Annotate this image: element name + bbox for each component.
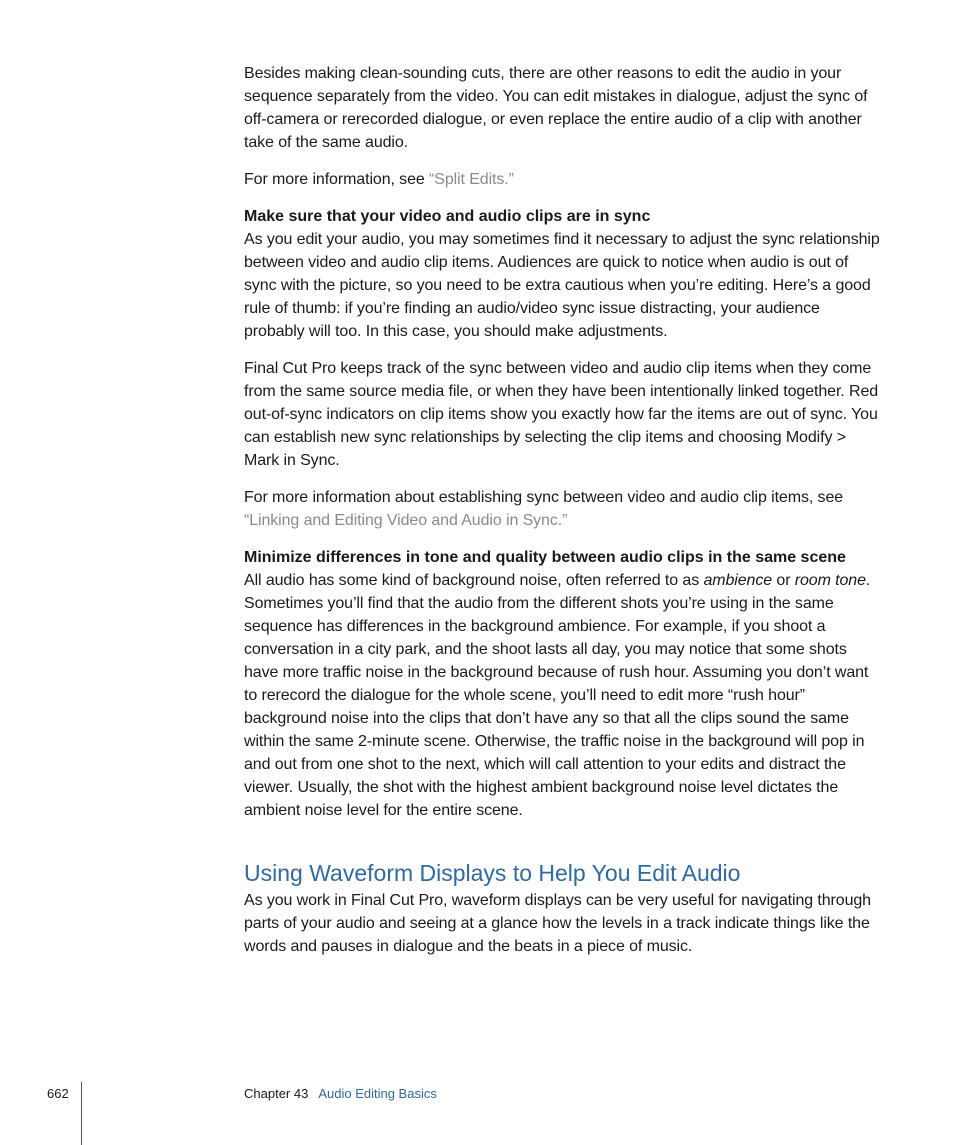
paragraph-waveform: As you work in Final Cut Pro, waveform displays can be very useful for navigating through parts of your audio and seeing at a glance how the levels in a track indicate things like the words and pauses in dialogue and the beats in a piece of music. <box>244 892 871 955</box>
paragraph-sync-info <box>244 486 884 532</box>
page-number: 662 <box>47 1086 69 1101</box>
chapter-label: Chapter 43 <box>244 1086 309 1101</box>
ambience-text-a: All audio has some kind of background noise, often referred to as <box>244 572 704 589</box>
paragraph-more-info <box>244 168 884 191</box>
chapter-title[interactable]: Audio Editing Basics <box>318 1086 437 1101</box>
more-info-text: For more information, see <box>244 171 430 188</box>
ambience-term: ambience <box>703 572 773 589</box>
split-edits-link[interactable]: “Split Edits.” <box>429 171 514 188</box>
page-content <box>244 62 884 955</box>
linking-sync-link[interactable]: “Linking and Editing Video and Audio in Sync.” <box>244 512 568 529</box>
ambience-text-c: . Sometimes you’ll find that the audio from the different shots you’re using in the same sequence has differences in the background ambience. For example, if you shoot a conversation in a city park, and the shoot lasts all day, you may notice that some shots have more traffic noise in the background because of rush hour. Assuming you don’t want to rerecord the dialogue for the whole scene, you’ll need to edit more “rush hour” background noise into the clips that don’t have any so that all the clips sound the same within the same 2-minute scene. Otherwise, the traffic noise in the background will pop in and out from one shot to the next, which will call attention to your edits and distract the viewer. Usually, the shot with the highest ambient background noise level dictates the ambient noise level for the entire scene. <box>244 572 871 819</box>
sync-info-text: For more information about establishing sync between video and audio clip items, see <box>244 489 844 506</box>
subheading-sync: Make sure that your video and audio clips are in sync <box>244 208 651 225</box>
subheading-tone: Minimize differences in tone and quality between audio clips in the same scene <box>244 549 846 566</box>
footer-chapter <box>244 1086 437 1101</box>
paragraph-final-cut-sync: Final Cut Pro keeps track of the sync between video and audio clip items when they come from the same source media file, or when they have been intentionally linked together. Red out-of-sync indicators on clip items show you exactly how far the items are out of sync. You can establish new sync relationships by selecting the clip items and choosing Modify > Mark in Sync. <box>244 360 879 469</box>
paragraph-sync: As you edit your audio, you may sometimes find it necessary to adjust the sync relationship between video and audio clip items. Audiences are quick to notice when audio is out of sync with the picture, so you need to be extra cautious when you’re editing. Here’s a good rule of thumb: if you’re finding an audio/video sync issue distracting, your audience probably will too. In this case, you should make adjustments. <box>244 231 880 340</box>
paragraph-ambience <box>244 569 884 822</box>
footer-divider <box>81 1082 82 1145</box>
paragraph-intro: Besides making clean-sounding cuts, there are other reasons to edit the audio in your sequence separately from the video. You can edit mistakes in dialogue, adjust the sync of off-camera or rerecorded dialogue, or even replace the entire audio of a clip with another take of the same audio. <box>244 65 868 151</box>
ambience-text-b: or <box>772 572 795 589</box>
section-title: Using Waveform Displays to Help You Edit Audio <box>244 860 741 886</box>
section-body <box>244 889 884 958</box>
room-tone-term: room tone <box>794 572 866 589</box>
